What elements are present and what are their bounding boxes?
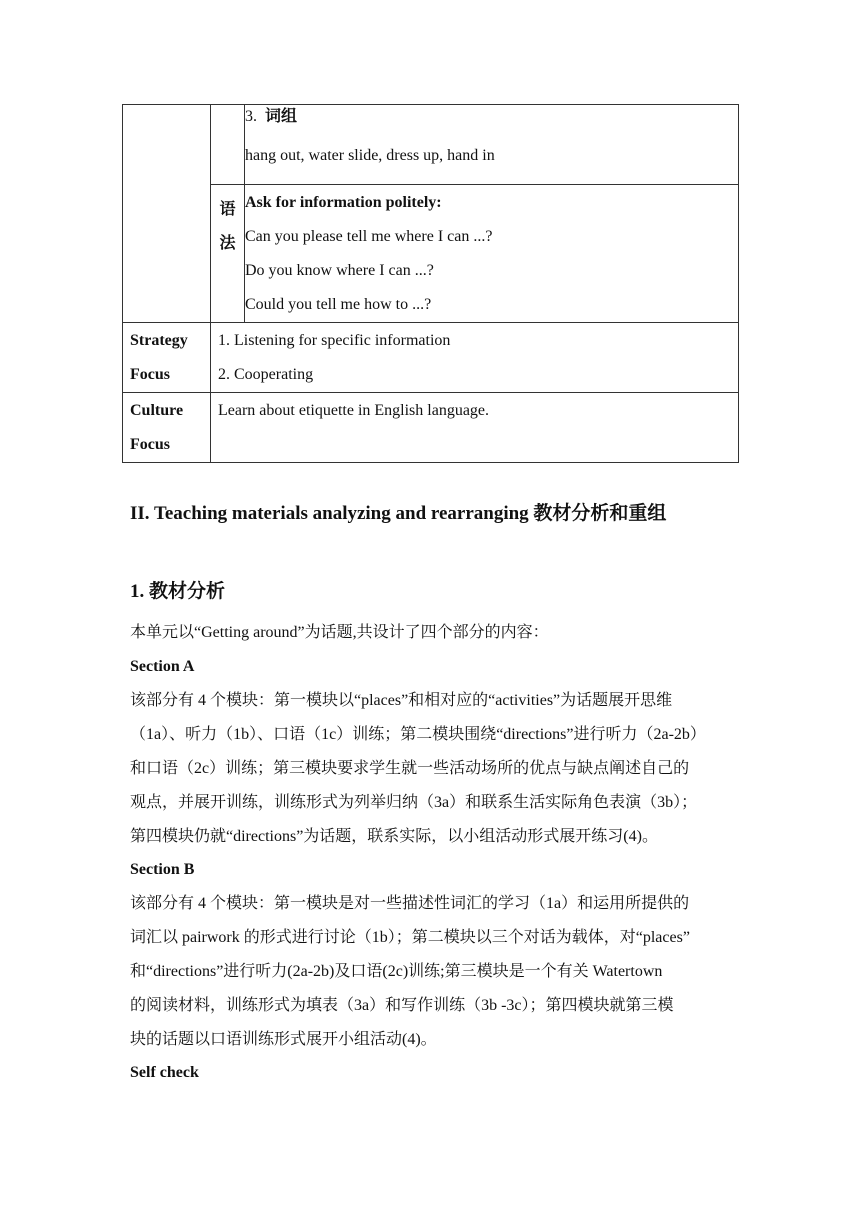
grammar-label-cell [211, 185, 245, 323]
section-heading: II. Teaching materials analyzing and rearranging 教材分析和重组 [130, 503, 667, 524]
section-b-paragraph [130, 887, 732, 1057]
vocab-number: 3. [245, 108, 257, 125]
grammar-char-1: 语 [219, 201, 236, 218]
culture-label-1: Culture [130, 402, 184, 419]
table-row [123, 105, 739, 185]
strategy-item-2: 2. Cooperating [218, 366, 314, 383]
sub-heading: 1. 教材分析 [130, 581, 226, 602]
grammar-char-2: 法 [219, 235, 236, 252]
section-a-line: 该部分有 4 个模块：第一模块以“places”和相对应的“activities”为话题展开思维 [130, 692, 673, 709]
culture-cell [211, 393, 739, 463]
grammar-line-3: Could you tell me how to ...? [245, 296, 432, 313]
vocab-title: 词组 [265, 108, 298, 125]
section-b-line: 和“directions”进行听力(2a-2b)及口语(2c)训练;第三模块是一个有关 Watertown [130, 963, 663, 980]
empty-sub-cell [211, 105, 245, 185]
grammar-line-1: Can you please tell me where I can ...? [245, 228, 493, 245]
section-b-line: 该部分有 4 个模块：第一模块是对一些描述性词汇的学习（1a）和运用所提供的 [130, 895, 690, 912]
vocab-cell [245, 105, 739, 185]
section-a-title: Section A [130, 658, 195, 675]
grammar-line-2: Do you know where I can ...? [245, 262, 434, 279]
strategy-label-cell [123, 323, 211, 393]
culture-text: Learn about etiquette in English language. [218, 402, 490, 419]
culture-label-2: Focus [130, 436, 170, 453]
section-a-line: 观点，并展开训练，训练形式为列举归纳（3a）和联系生活实际角色表演（3b）； [130, 794, 698, 811]
section-b-title: Section B [130, 861, 195, 878]
intro-paragraph: 本单元以“Getting around”为话题,共设计了四个部分的内容： [130, 624, 549, 641]
strategy-item-1: 1. Listening for specific information [218, 332, 451, 349]
table-row [123, 185, 739, 323]
empty-label-cell [123, 105, 211, 323]
section-a-line: 第四模块仍就“directions”为话题，联系实际，以小组活动形式展开练习(4)。 [130, 828, 658, 845]
grammar-title: Ask for information politely: [245, 194, 442, 211]
section-b-line: 块的话题以口语训练形式展开小组活动(4)。 [130, 1031, 437, 1048]
vocab-heading [245, 105, 738, 129]
strategy-label-2: Focus [130, 366, 170, 383]
lesson-plan-table [122, 104, 739, 463]
grammar-cell [245, 185, 739, 323]
table-row [123, 393, 739, 463]
self-check-title: Self check [130, 1064, 199, 1081]
section-b-line: 的阅读材料，训练形式为填表（3a）和写作训练（3b -3c）；第四模块就第三模 [130, 997, 674, 1014]
section-a-line: 和口语（2c）训练；第三模块要求学生就一些活动场所的优点与缺点阐述自己的 [130, 760, 690, 777]
section-a-line: （1a）、听力（1b）、口语（1c）训练；第二模块围绕“directions”进行听力（2a-2b） [130, 726, 706, 743]
table-row [123, 323, 739, 393]
vocab-phrases: hang out, water slide, dress up, hand in [245, 147, 495, 164]
culture-label-cell [123, 393, 211, 463]
strategy-cell [211, 323, 739, 393]
strategy-label-1: Strategy [130, 332, 188, 349]
section-b-line: 词汇以 pairwork 的形式进行讨论（1b）；第二模块以三个对话为载体，对“places” [130, 929, 690, 946]
section-a-paragraph [130, 684, 732, 854]
